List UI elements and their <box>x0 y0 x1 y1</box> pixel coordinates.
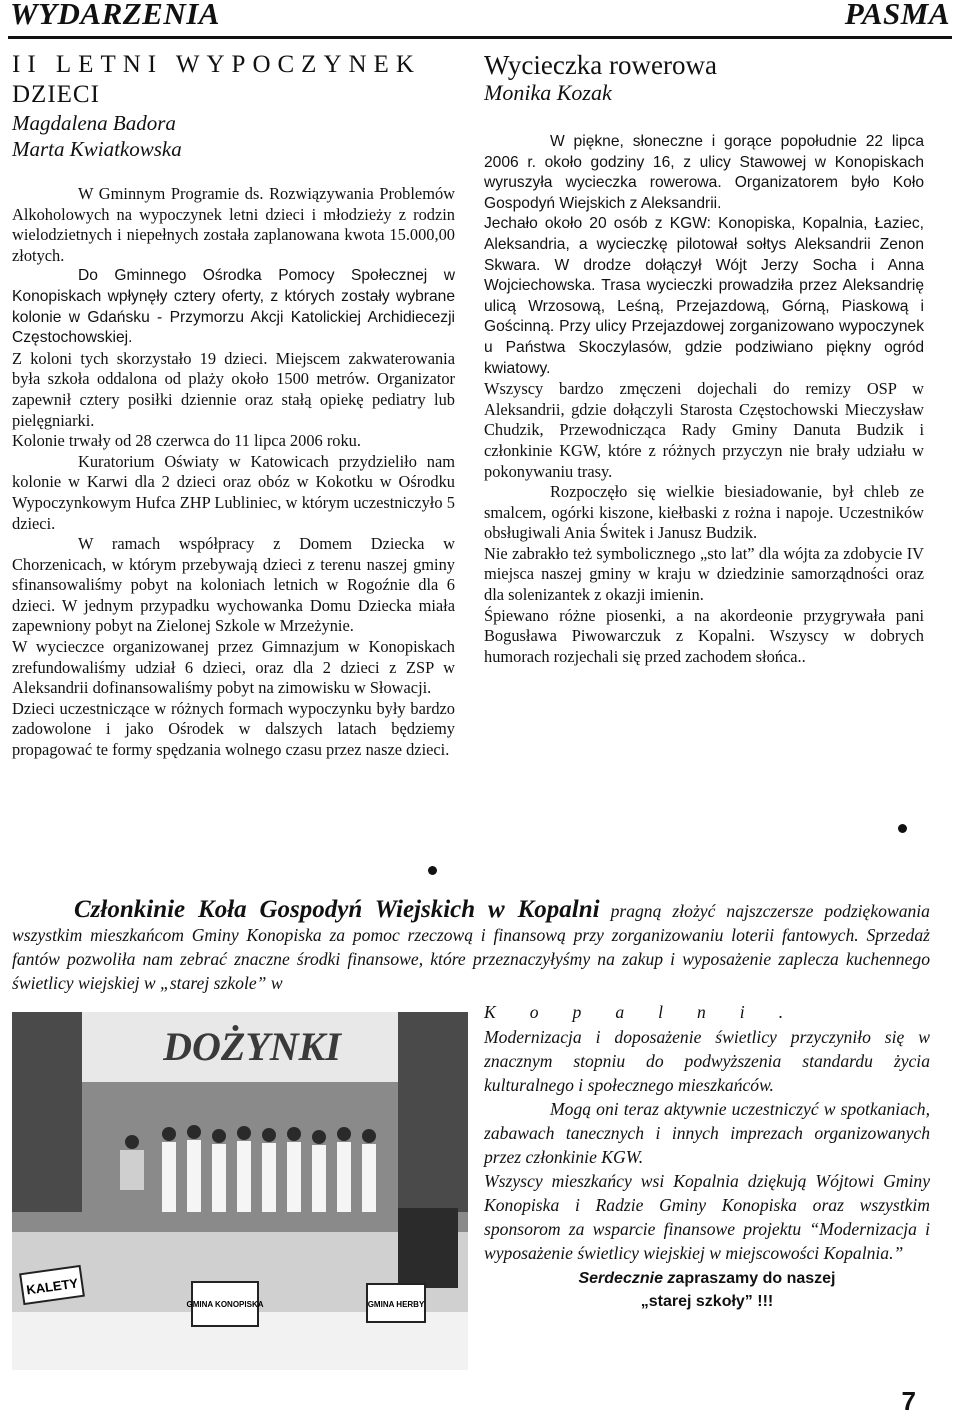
page-number: 7 <box>901 1386 916 1416</box>
article-thanks <box>12 898 930 995</box>
invitation <box>484 1267 930 1313</box>
region-title: PASMA <box>844 0 950 31</box>
paragraph: Do Gminnego Ośrodka Pomocy Społecznej w Konopiskach wpłynęły cztery oferty, z których zostały wybrane kolonie w Gdańsku - Przymorzu Akcji Katolickiej Archidiecezji Częstochowskiej. <box>12 267 455 347</box>
paragraph: pragną złożyć najszczersze podziękowania wszystkim mieszkańcom Gminy Konopiska za pomoc rzeczową i finansową przy zorganizowaniu loterii fantowych. Sprzedaż fantów pozwoliła nam zebrać znaczne środki finansowe, które przeznaczyłyśmy na zakup i wyposażenie zaplecza kuchennego świetlicy wiejskiej w „starej szkole” w <box>12 901 930 993</box>
article-lead: Członkinie Koła Gospodyń Wiejskich w Kopalni <box>74 896 600 923</box>
paragraph: Modernizacja i doposażenie świetlicy przyczyniło się w znacznym stopniu do podwyższenia standardu życia kulturalnego i społecznego mieszkańców. <box>484 1027 930 1095</box>
article-title: Wycieczka rowerowa <box>484 50 717 80</box>
paragraph: Wszyscy bardzo zmęczeni dojechali do remizy OSP w Aleksandrii, gdzie dołączyli Starosta Częstochowski Mieczysław Chudzik, Przewodnicząca Rady Gminy Danuta Budzik i członkinie KGW, które z różnych przyczyn nie brały udziału w pokonywaniu trasy. <box>484 379 924 481</box>
author-name: Magdalena Badora <box>12 111 176 135</box>
sign-right-text: GMINA HERBY <box>367 1300 425 1309</box>
page-header <box>0 0 960 34</box>
article-authors <box>12 110 455 162</box>
paragraph: Kolonie trwały od 28 czerwca do 11 lipca 2006 roku. <box>12 431 361 451</box>
sign-left-text: KALETY <box>25 1275 79 1298</box>
paragraph: Śpiewano różne piosenki, a na akordeonie przygrywała pani Bogusława Piwowarczuk z Kopalni. Wszyscy w dobrych humorach rozjechali się przed zachodem słońca.. <box>484 605 924 666</box>
paragraph: Rozpoczęło się wielkie biesiadowanie, był chleb ze smalcem, ogórki kiszone, kiełbaski z rożna i napoje. Uczestników obsługiwali Ania Świtek i Janusz Budzik. <box>484 482 924 543</box>
paragraph: W ramach współpracy z Domem Dziecka w Chorzenicach, w którym przebywają dzieci z terenu naszej gminy sfinansowaliśmy pobyt na koloniach letnich w Rogoźnie dla 6 dzieci. W jednym przypadku wychowanka Domu Dziecka miała zapewniony pobyt na Zielonej Szkole w Mrzeżynie. <box>12 534 455 636</box>
header-rule <box>8 36 952 39</box>
thanks-continued <box>484 1025 930 1313</box>
sign-middle-text: GMINA KONOPISKA <box>186 1300 264 1309</box>
paragraph: Nie zabrakło też symbolicznego „sto lat” dla wójta za zdobycie IV miejsca naszej gminy w kraju w dziedzinie samorządności oraz dla solenizantek z okazji imienin. <box>484 543 924 605</box>
end-bullet <box>898 824 907 833</box>
end-bullet <box>428 866 437 875</box>
village-name: Kopalni. <box>484 1002 818 1022</box>
paragraph: Z koloni tych skorzystało 19 dzieci. Miejscem zakwaterowania była szkoła oddalona od plaży około 1500 metrów. Organizator zapewnił cztery posiłki dziennie oraz stałą opiekę pediatry lub pielęgniarki. <box>12 348 455 430</box>
invitation-line2: „starej szkoły” !!! <box>640 1293 774 1310</box>
section-title: WYDARZENIA <box>10 0 220 31</box>
paragraph: W piękne, słoneczne i gorące popołudnie 22 lipca 2006 r. około godziny 16, z ulicy Stawowej w Konopiskach wyruszyła wycieczka rowerowa. Organizatorem było Koło Gospodyń Wiejskich z Aleksandrii. <box>484 133 924 212</box>
article-title-line2: DZIECI <box>12 81 100 108</box>
article-title-line1: II LETNI WYPOCZYNEK <box>12 51 421 78</box>
paragraph: W Gminnym Programie ds. Rozwiązywania Problemów Alkoholowych na wypoczynek letni dzieci i młodzieży z rodzin wielodzietnych i niepełnych została zaplanowana kwota 15.000,00 złotych. <box>12 184 455 265</box>
paragraph: Mogą oni teraz aktywnie uczestniczyć w spotkaniach, zabawach tanecznych i innych imprezach organizowanych przez członkinie KGW. <box>484 1099 930 1167</box>
article-author: Monika Kozak <box>484 80 612 105</box>
banner-text: DOŻYNKI <box>163 1024 341 1069</box>
article-bike-trip <box>484 50 924 667</box>
paragraph: Kuratorium Oświaty w Katowicach przydzieliło nam kolonie w Karwi dla 2 dzieci oraz obóz w Kokotku w Ośrodku Wypoczynkowym Hufca ZHP Lubliniec, w którym uczestniczyło 5 dzieci. <box>12 451 455 533</box>
author-name: Marta Kwiatkowska <box>12 137 182 161</box>
paragraph: Jechało około 20 osób z KGW: Konopiska, Kopalnia, Łaziec, Aleksandria, a wycieczkę pilotował sołtys Aleksandrii Zenon Skwara. W drodze dołączył Wójt Jerzy Socha i Anna Wojciechowska. Trasa wycieczki prowadziła przez Aleksandrię ulicą Wrzosową, Leśną, Przejazdową, Górną, Piaskową i Gościnną. Przy ulicy Przejazdowej zorganizowano wypoczynek u Państwa Skoczylasów, gdzie podziwiano piękny ogród kwiatowy. <box>484 215 924 377</box>
event-photo <box>12 1012 468 1370</box>
paragraph: Dzieci uczestniczące w różnych formach wypoczynku były bardzo zadowolone i jako Ośrodek w dalszych latach będziemy propagować te formy spędzania wolnego czasu przez nasze dzieci. <box>12 698 455 760</box>
paragraph: W wycieczce organizowanej przez Gimnazjum w Konopiskach zrefundowaliśmy udział 6 dzieci, oraz dla 2 dzieci z ZSP w Aleksandrii dofinansowaliśmy pobyt na zimowisku w Słowacji. <box>12 637 455 698</box>
invitation-text: apraszamy do naszej <box>675 1270 836 1287</box>
paragraph: Wszyscy mieszkańcy wsi Kopalnia dziękują Wójtowi Gminy Konopiska i Radzie Gminy Konopiska oraz wszystkim sponsorom za wsparcie finansowe projektu “Modernizacja i wyposażenie świetlicy wiejskiej w miejscowości Kopalnia.” <box>484 1171 930 1263</box>
invitation-em: Serdecznie z <box>578 1270 676 1287</box>
article-summer-camps <box>12 50 455 761</box>
article-title <box>12 50 455 110</box>
